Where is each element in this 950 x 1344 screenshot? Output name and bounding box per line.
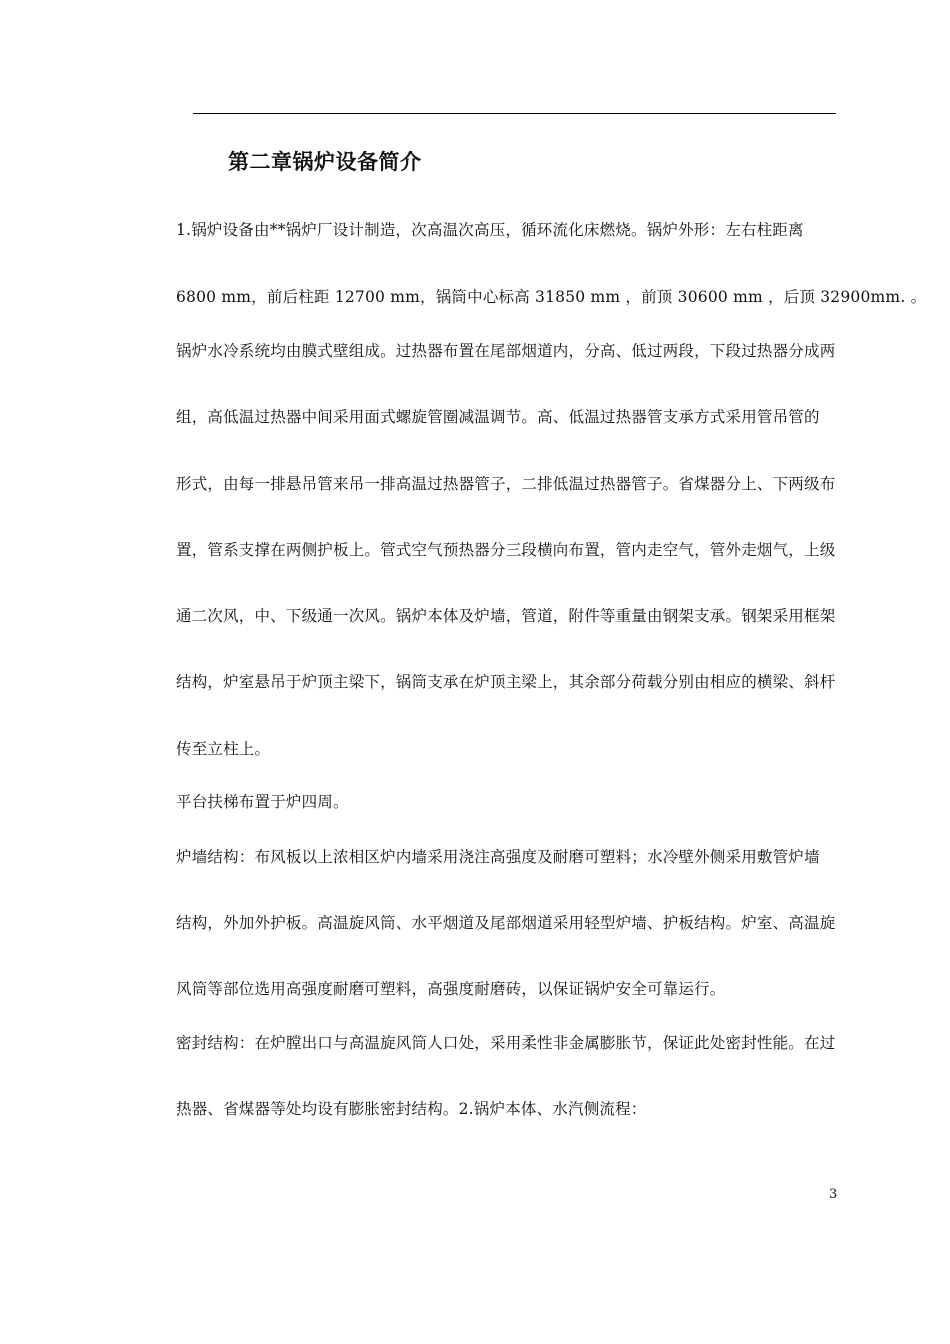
body-line: 风筒等部位选用高强度耐磨可塑料，高强度耐磨砖，以保证锅炉安全可靠运行。	[176, 980, 726, 998]
page-number: 3	[829, 1187, 838, 1202]
body-line: 炉墙结构：布风板以上浓相区炉内墙采用浇注高强度及耐磨可塑料；水冷壁外侧采用敷管炉墙	[176, 848, 820, 866]
body-line: 置，管系支撑在两侧护板上。管式空气预热器分三段横向布置，管内走空气，管外走烟气，上级	[176, 541, 836, 559]
body-line: 通二次风，中、下级通一次风。锅炉本体及炉墙，管道，附件等重量由钢架支承。钢架采用框架	[176, 607, 836, 625]
body-line: 形式，由每一排悬吊管来吊一排高温过热器管子，二排低温过热器管子。省煤器分上、下两级布	[176, 475, 836, 493]
body-line: 1.锅炉设备由**锅炉厂设计制造，次高温次高压，循环流化床燃烧。锅炉外形：左右柱距离	[176, 221, 804, 239]
header-rule	[193, 113, 836, 114]
body-line: 组，高低温过热器中间采用面式螺旋管圈减温调节。高、低温过热器管支承方式采用管吊管的	[176, 408, 820, 426]
body-line: 6800 mm，前后柱距 12700 mm，锅筒中心标高 31850 mm ，前顶 30600 mm ，后顶 32900mm. 。	[176, 288, 927, 306]
body-line: 结构，外加外护板。高温旋风筒、水平烟道及尾部烟道采用轻型炉墙、护板结构。炉室、高温旋	[176, 914, 836, 932]
body-line: 锅炉水冷系统均由膜式壁组成。过热器布置在尾部烟道内，分高、低过两段，下段过热器分成两	[176, 342, 836, 360]
chapter-title: 第二章锅炉设备简介	[228, 149, 422, 174]
body-line: 结构，炉室悬吊于炉顶主梁下，锅筒支承在炉顶主梁上，其余部分荷载分别由相应的横梁、斜杆	[176, 673, 836, 691]
body-line: 热器、省煤器等处均设有膨胀密封结构。2.锅炉本体、水汽侧流程：	[176, 1100, 647, 1118]
body-line: 平台扶梯布置于炉四周。	[176, 793, 349, 811]
body-line: 密封结构：在炉膛出口与高温旋风筒人口处，采用柔性非金属膨胀节，保证此处密封性能。在过	[176, 1034, 836, 1052]
body-line: 传至立柱上。	[176, 740, 271, 758]
